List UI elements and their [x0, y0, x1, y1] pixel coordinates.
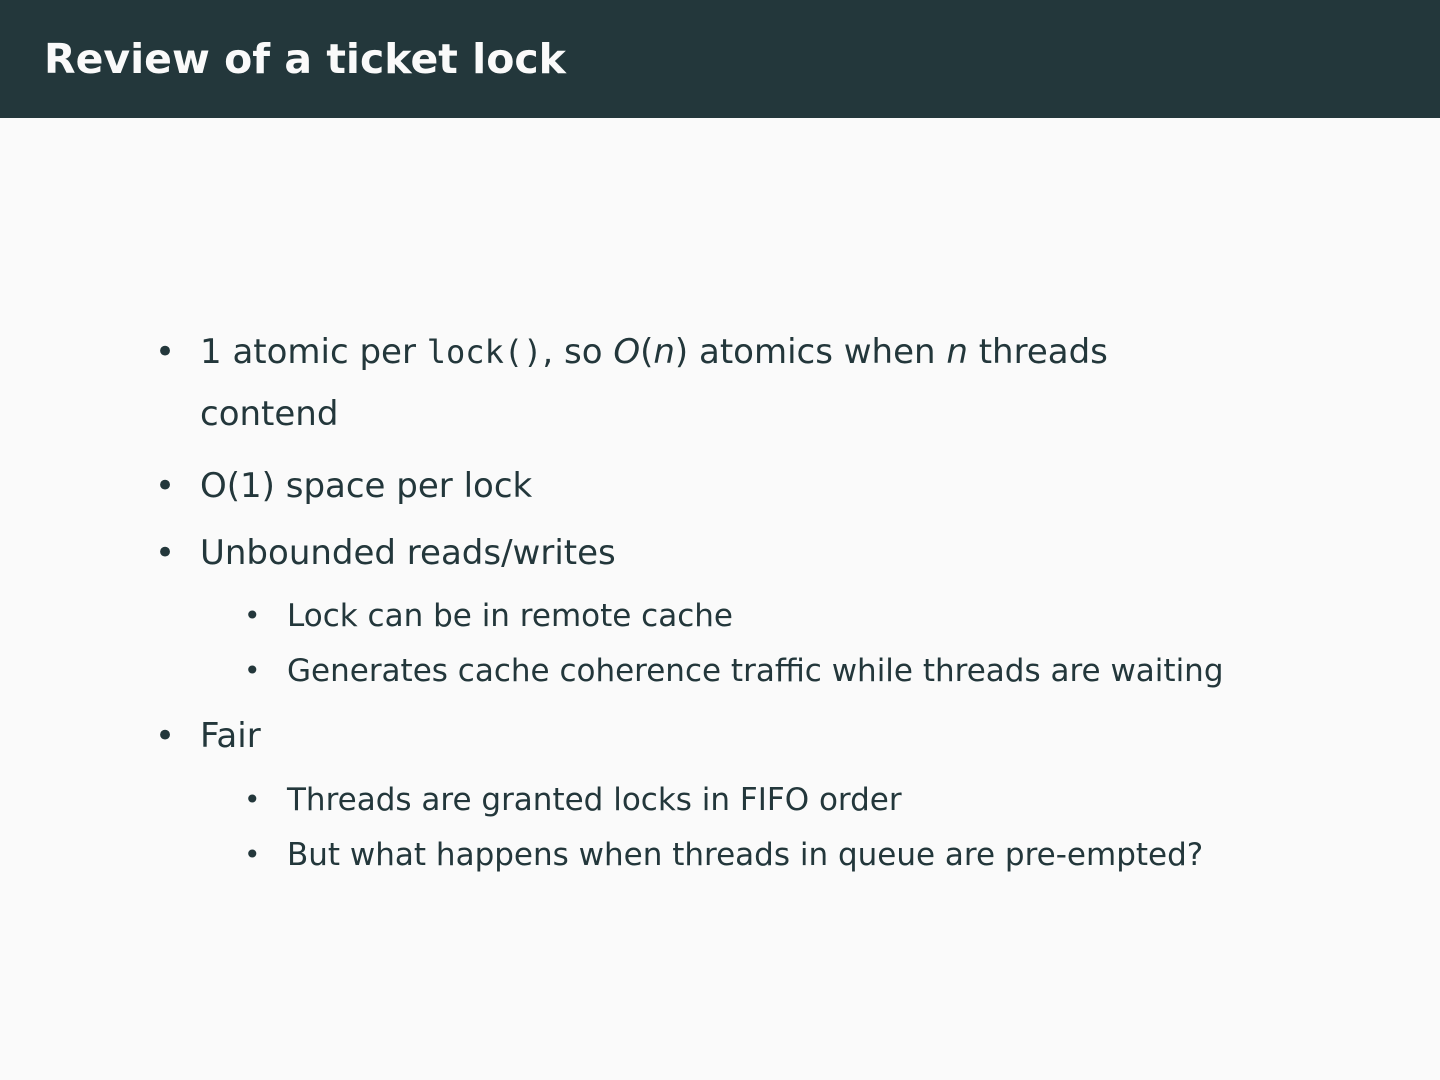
- bullet-text-line-2: contend: [200, 394, 339, 434]
- math-big-o: O(n): [613, 332, 689, 372]
- bullet-text: Unbounded reads/writes: [200, 533, 616, 573]
- bullet-text-line-1: 1 atomic per lock(), so O(n) atomics when n threads: [200, 332, 1108, 372]
- math-n: n: [946, 332, 968, 372]
- bullet-icon: •: [244, 599, 261, 632]
- slide-title: Review of a ticket lock: [44, 35, 566, 83]
- bullet-icon: •: [244, 654, 261, 687]
- sub-bullet-text: Threads are granted locks in FIFO order: [287, 782, 902, 818]
- bullet-icon: •: [155, 716, 176, 756]
- inline-code: lock(): [426, 333, 543, 371]
- sub-bullet-text: Generates cache coherence traffic while threads are waiting: [287, 653, 1224, 689]
- bullet-icon: •: [244, 783, 261, 816]
- bullet-icon: •: [155, 466, 176, 506]
- bullet-icon: •: [244, 838, 261, 871]
- bullet-text: O(1) space per lock: [200, 466, 533, 506]
- bullet-text: Fair: [200, 716, 261, 756]
- sub-bullet-text: Lock can be in remote cache: [287, 598, 733, 634]
- sub-bullet-text: But what happens when threads in queue are pre-empted?: [287, 837, 1204, 873]
- bullet-icon: •: [155, 533, 176, 573]
- bullet-icon: •: [155, 332, 176, 372]
